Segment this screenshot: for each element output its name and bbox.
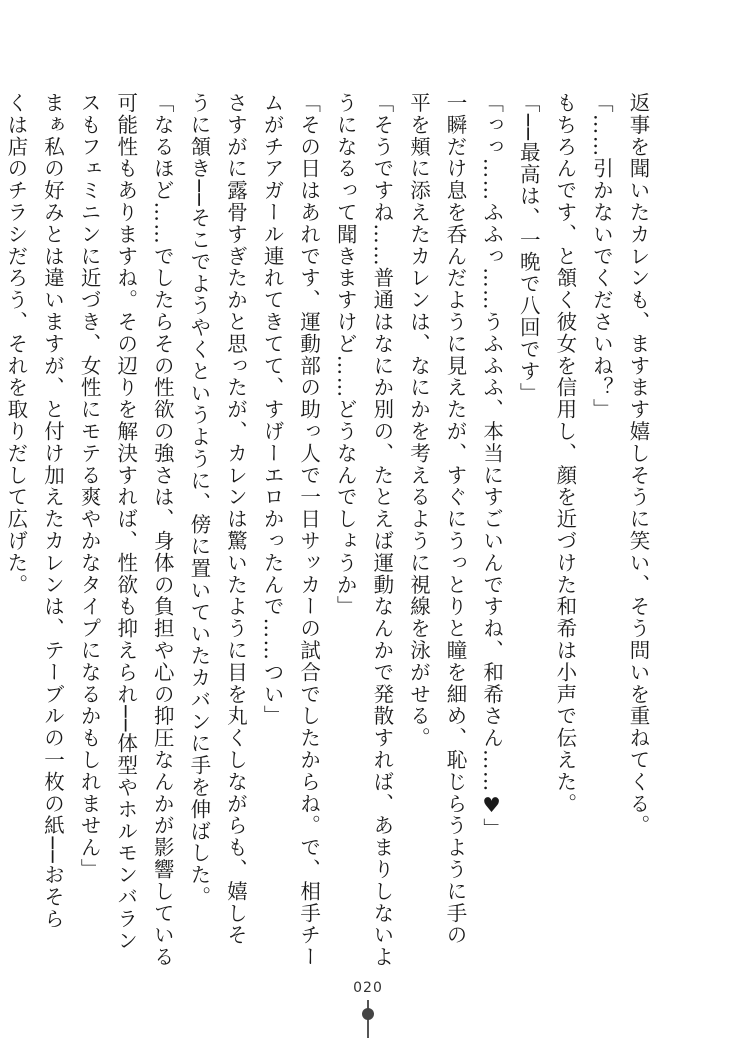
text-line: うになるって聞きますけど……どうなんでしょうか」 bbox=[333, 92, 358, 618]
text-line: もちろんです、と頷く彼女を信用し、顔を近づけた和希は小声で伝えた。 bbox=[552, 92, 577, 815]
text-line: 「……引かないでくださいね？」 bbox=[589, 92, 614, 421]
text-line: 平を頬に添えたカレンは、なにかを考えるように視線を泳がせる。 bbox=[406, 92, 431, 749]
body-text bbox=[3, 92, 656, 968]
text-line: ムがチアガール連れてきてて、すげーエロかったんで……つい」 bbox=[260, 92, 285, 728]
text-line: 「その日はあれです、運動部の助っ人で一日サッカーの試合でしたからね。で、相手チー bbox=[296, 92, 321, 968]
text-line: さすがに露骨すぎたかと思ったが、カレンは驚いたように目を丸くしながらも、嬉しそ bbox=[223, 92, 248, 947]
text-line: 「っっ……ふふっ……うふふふ、本当にすごいんですね、和希さん……♥」 bbox=[479, 92, 504, 841]
text-line: 返事を聞いたカレンも、ますます嬉しそうに笑い、そう問いを重ねてくる。 bbox=[626, 92, 650, 837]
page-number: 020 bbox=[353, 980, 383, 996]
text-line: うに頷き──そこでようやくというように、傍に置いていたカバンに手を伸ばした。 bbox=[186, 92, 211, 908]
text-line: 可能性もありますね。その辺りを解決すれば、性欲も抑えられ──体型やホルモンバラン bbox=[113, 92, 138, 952]
text-line: まぁ私の好みとは違いますが、と付け加えたカレンは、テーブルの一枚の紙──おそら bbox=[40, 92, 65, 930]
text-line: 「そうですね……普通はなにか別の、たとえば運動なんかで発散すれば、あまりしないよ bbox=[369, 92, 394, 968]
bookmark-dot-icon bbox=[362, 1008, 374, 1020]
text-line: 「──最高は、一晩で八回です」 bbox=[516, 92, 541, 405]
text-line: スもフェミニンに近づき、女性にモテる爽やかなタイプになるかもしれません」 bbox=[77, 92, 102, 881]
text-line: 一瞬だけ息を呑んだように見えたが、すぐにうっとりと瞳を細め、恥じらうように手の bbox=[443, 92, 468, 947]
text-line: 「なるほど……でしたらその性欲の強さは、身体の負担や心の抑圧なんかが影響している bbox=[150, 92, 175, 968]
text-line: くは店のチラシだろう、それを取りだして広げた。 bbox=[3, 92, 28, 596]
